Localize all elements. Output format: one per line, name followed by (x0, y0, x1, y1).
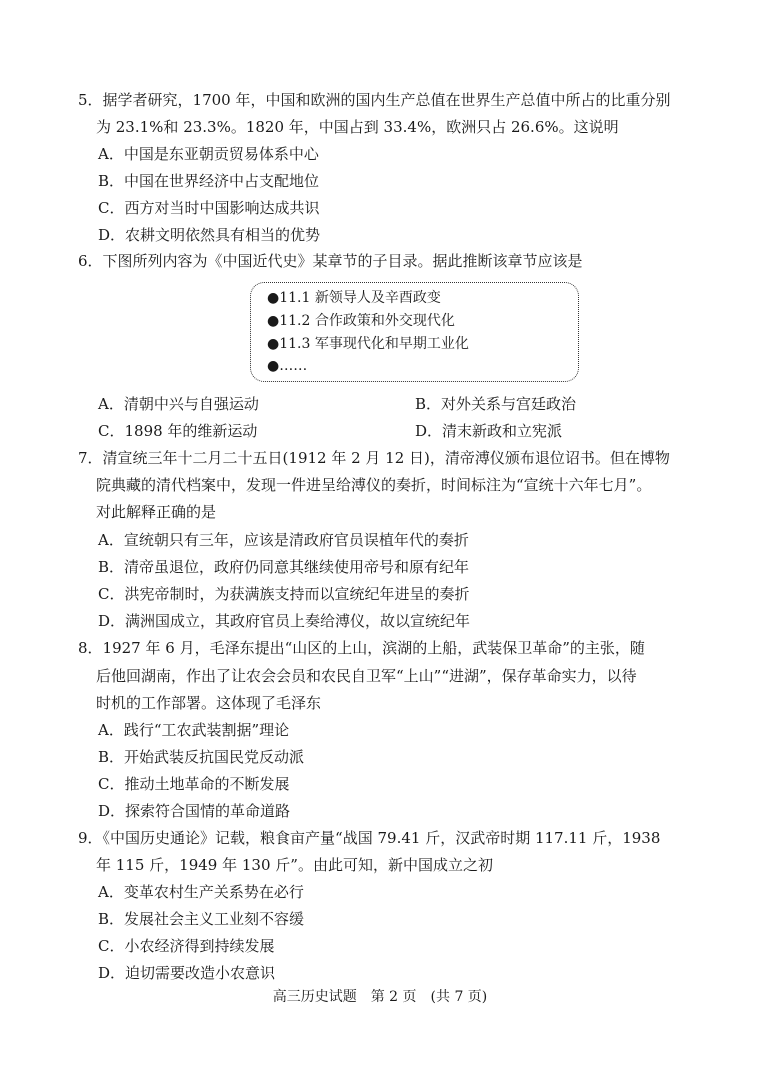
q7-option-b: B．清帝虽退位，政府仍同意其继续使用帝号和原有纪年 (98, 558, 470, 576)
q9-stem-line-1: 9．《中国历史通论》记载，粮食亩产量“战国 79.41 斤，汉武帝时期 117.11 斤，1938 (78, 829, 661, 847)
q5-option-a: A．中国是东亚朝贡贸易体系中心 (98, 145, 319, 163)
q6-option-c: C．1898 年的维新运动 (98, 422, 258, 440)
q9-option-c: C．小农经济得到持续发展 (98, 937, 275, 955)
toc-item-11-1: ●11.1 新领导人及辛酉政变 (267, 290, 441, 306)
q8-stem-line-3: 时机的工作部署。这体现了毛泽东 (96, 694, 322, 712)
q5-stem-line-1: 5．据学者研究，1700 年，中国和欧洲的国内生产总值在世界生产总值中所占的比重分别 (78, 91, 671, 109)
q8-option-b: B．开始武装反抗国民党反动派 (98, 748, 305, 766)
q6-option-a: A．清朝中兴与自强运动 (98, 395, 259, 413)
table-of-contents-box (250, 282, 579, 382)
q8-option-d: D．探索符合国情的革命道路 (98, 802, 291, 820)
q9-option-d: D．迫切需要改造小农意识 (98, 964, 276, 982)
q7-option-d: D．满洲国成立，其政府官员上奏给溥仪，故以宣统纪年 (98, 612, 471, 630)
q6-option-d: D．清末新政和立宪派 (415, 422, 563, 440)
page-footer: 高三历史试题 第 2 页 (共 7 页) (272, 989, 488, 1005)
q7-stem-line-1: 7．清宣统三年十二月二十五日(1912 年 2 月 12 日)，清帝溥仪颁布退位诏书。但在博物 (78, 449, 670, 467)
q8-option-a: A．践行“工农武装割据”理论 (98, 721, 290, 739)
q5-option-c: C．西方对当时中国影响达成共识 (98, 199, 320, 217)
q5-option-d: D．农耕文明依然具有相当的优势 (98, 226, 321, 244)
q7-option-c: C．洪宪帝制时，为获满族支持而以宣统纪年进呈的奏折 (98, 585, 470, 603)
q8-stem-line-2: 后他回湖南，作出了让农会会员和农民自卫军“上山”“进湖”，保存革命实力，以待 (96, 667, 637, 685)
q7-option-a: A．宣统朝只有三年，应该是清政府官员误植年代的奏折 (98, 531, 469, 549)
q6-option-b: B．对外关系与宫廷政治 (415, 395, 577, 413)
q9-option-b: B．发展社会主义工业刻不容缓 (98, 910, 305, 928)
q7-stem-line-3: 对此解释正确的是 (96, 503, 217, 521)
q7-stem-line-2: 院典藏的清代档案中，发现一件进呈给溥仪的奏折，时间标注为“宣统十六年七月”。 (96, 476, 652, 494)
q8-stem-line-1: 8．1927 年 6 月，毛泽东提出“山区的上山，滨湖的上船，武装保卫革命”的主张，随 (78, 639, 645, 657)
q9-stem-line-2: 年 115 斤，1949 年 130 斤”。由此可知，新中国成立之初 (96, 856, 493, 874)
toc-item-ellipsis: ●…… (267, 358, 308, 374)
toc-item-11-3: ●11.3 军事现代化和早期工业化 (267, 336, 469, 352)
q5-option-b: B．中国在世界经济中占支配地位 (98, 172, 320, 190)
q6-stem-line-1: 6．下图所列内容为《中国近代史》某章节的子目录。据此推断该章节应该是 (78, 252, 583, 270)
toc-item-11-2: ●11.2 合作政策和外交现代化 (267, 313, 455, 329)
q5-stem-line-2: 为 23.1%和 23.3%。1820 年，中国占到 33.4%，欧洲只占 26.6%。这说明 (96, 118, 619, 136)
q9-option-a: A．变革农村生产关系势在必行 (98, 883, 304, 901)
q8-option-c: C．推动土地革命的不断发展 (98, 775, 290, 793)
